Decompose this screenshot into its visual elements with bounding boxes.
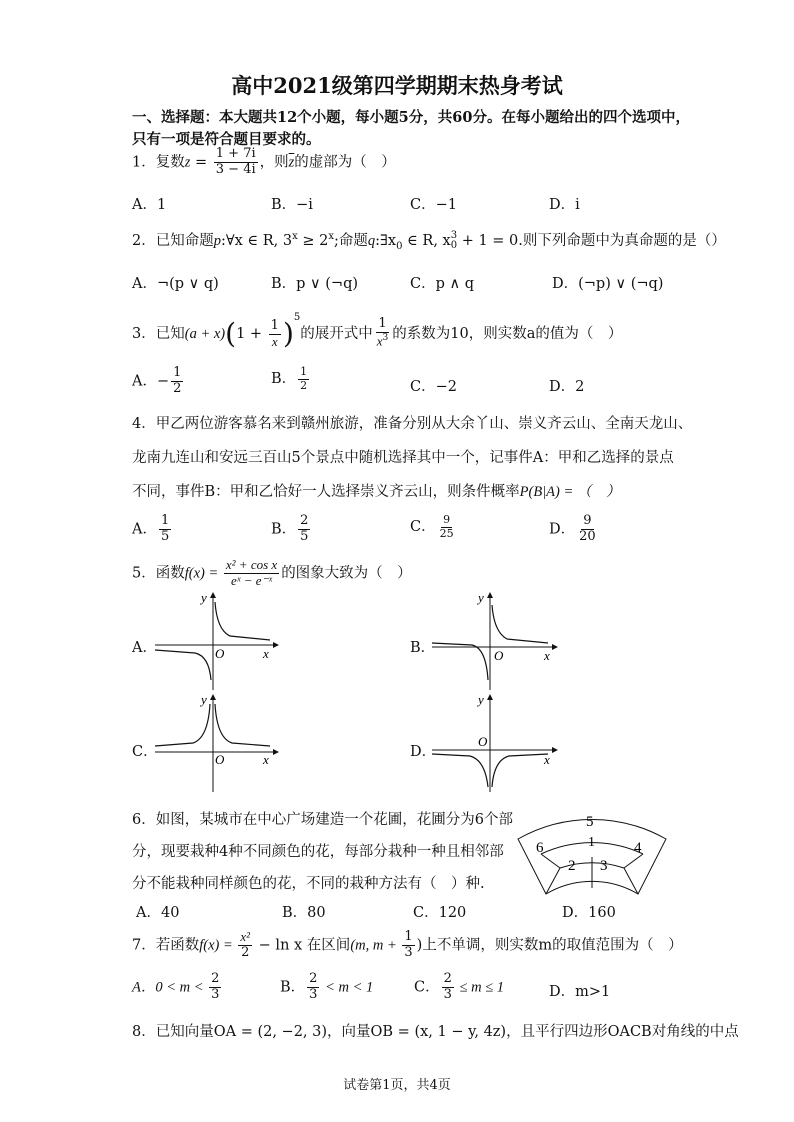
q7-den: 2: [241, 944, 250, 960]
q4-line3: [132, 480, 620, 501]
q5a-origin: O: [215, 646, 225, 661]
region-label-1: 1: [588, 835, 595, 850]
q2-option-a: A．¬(p ∨ q): [132, 276, 219, 292]
q3-a-num: 1: [173, 365, 182, 380]
q3-prefix: 3．已知: [132, 326, 185, 342]
section-heading-line2: 只有一项是符合题目要求的。: [132, 131, 321, 148]
q2-option-c: C．p ∧ q: [410, 276, 474, 292]
q7-f: f(x) =: [199, 937, 237, 954]
q6-option-b: B．80: [282, 905, 326, 921]
q1-fraction: [214, 147, 258, 178]
question-8: 8．已知向量OA = (2, −2, 3)，向量OB = (x, 1 − y, 4z)，且平行四边形OACB对角线的中点: [132, 1024, 739, 1040]
q2-sup2: x: [328, 231, 334, 243]
q7-c-num: 2: [443, 971, 452, 986]
q4-d-num: 9: [583, 513, 592, 528]
q7-option-d: D．m>1: [549, 984, 611, 1000]
q7-c-den: 3: [443, 986, 452, 1002]
q7-b-den: 3: [309, 986, 318, 1002]
q7-a-num: 2: [211, 971, 220, 986]
q7-option-a: [132, 972, 223, 1003]
q1-num: 1 + 7i: [215, 146, 256, 161]
q4-option-d: [549, 514, 600, 545]
q7-num: x²: [240, 929, 251, 944]
region-label-5: 5: [586, 814, 594, 830]
region-label-3: 3: [600, 858, 608, 874]
q3-frac-num: 1: [270, 317, 279, 333]
q5a-axis-x: x: [263, 646, 269, 661]
region-label-6: 6: [536, 840, 544, 856]
q3-option-b: [271, 366, 311, 392]
q7-interval-end: ): [416, 937, 423, 954]
page-footer: 试卷第1页，共4页: [343, 1078, 451, 1093]
q2-prefix: 2．已知命题: [132, 233, 214, 249]
question-7: [132, 930, 683, 961]
q1-option-c: C．−1: [410, 197, 457, 213]
q5-option-b-label: B．: [410, 640, 436, 656]
q2-option-d: D．(¬p) ∨ (¬q): [552, 276, 664, 292]
q7-b-num: 2: [309, 971, 318, 986]
q4-c-den: 25: [439, 526, 454, 540]
q5-graph-d: [432, 692, 560, 792]
q2-body5: ∈ R, x: [402, 233, 451, 249]
q7-b-label: B．: [280, 979, 306, 996]
region-label-2: 2: [568, 858, 576, 874]
q3-x3-num: 1: [378, 316, 387, 332]
q3-a-den: 2: [173, 380, 182, 396]
q7-a-text: A．0 < m <: [132, 979, 208, 996]
q5d-origin: O: [478, 734, 488, 749]
q2-sup3: 3: [450, 230, 458, 241]
q6-option-d: D．160: [562, 905, 616, 921]
q3-x3-exp: 3: [382, 333, 389, 344]
q1-zbar: $\overline{z}$: [288, 154, 295, 171]
q3-frac-x3: [375, 317, 391, 350]
q5-graph-a: [155, 590, 280, 690]
q1-post: ，则: [259, 154, 289, 171]
q3-paren-open: (: [225, 317, 237, 350]
q5-prefix: 5．函数: [132, 565, 185, 582]
q2-p: p: [213, 233, 221, 249]
q1-z: z: [184, 154, 191, 171]
q5c-axis-y: y: [201, 692, 207, 707]
q2-sub0: 0: [396, 240, 403, 252]
q3-option-a: [132, 366, 185, 397]
q2-post: 则下列命题中为真命题的是（）: [522, 233, 726, 249]
q3-exp: 5: [293, 312, 301, 323]
q3-x3-den: x: [376, 333, 383, 349]
q1-den: 3 − 4i: [215, 161, 256, 177]
q6-line1: 6．如图，某城市在中心广场建造一个花圃，花圃分为6个部: [132, 812, 513, 828]
q4-b-label: B．: [271, 521, 297, 538]
q5-post: 的图象大致为（ ）: [281, 565, 412, 582]
q5-num: x² + cos x: [225, 557, 278, 572]
q7-option-c: [414, 972, 504, 1003]
question-1: [132, 147, 396, 178]
q4-a-den: 5: [160, 528, 170, 544]
q1-post2: 的虚部为（ ）: [294, 154, 396, 171]
q3-frac-den: x: [271, 333, 278, 349]
q4-line1: 4．甲乙两位游客慕名来到赣州旅游，准备分别从大余丫山、崇义齐云山、全南天龙山、: [132, 416, 693, 432]
q5b-axis-x: x: [544, 648, 550, 663]
q1-eq: =: [190, 154, 212, 171]
q3-paren-close: ): [282, 317, 294, 350]
q5-graph-c: [155, 692, 280, 792]
q4-option-c: [410, 514, 458, 540]
q7-interval-start: (m, m +: [350, 937, 401, 954]
q3-post: 的系数为10，则实数a的值为（ ）: [392, 326, 623, 342]
q7-c-post: ≤ m ≤ 1: [455, 979, 505, 996]
q7-post: 上不单调，则实数m的取值范围为（ ）: [422, 937, 683, 954]
q3-a-label: A．−: [132, 373, 170, 390]
q4-c-num: 9: [443, 513, 451, 526]
q7-option-b: [280, 972, 373, 1003]
q5-option-a-label: A．: [132, 640, 157, 656]
q7-a-den: 3: [211, 986, 220, 1002]
q7-interval-den: 3: [404, 944, 413, 960]
q5-option-c-label: C．: [132, 744, 158, 760]
page-title: 高中2021级第四学期期末热身考试: [231, 73, 563, 98]
q6-line3: 分不能栽种同样颜色的花，不同的栽种方法有（ ）种.: [132, 876, 485, 892]
q6-option-c: C．120: [413, 905, 467, 921]
q5c-axis-x: x: [263, 752, 269, 767]
q7-interval-num: 1: [404, 929, 413, 944]
q5d-axis-y: y: [478, 692, 484, 707]
q3-b-num: 1: [300, 365, 308, 378]
q1-option-b: B．−i: [271, 197, 313, 213]
q4-option-b: [271, 514, 312, 545]
q7-prefix: 7．若函数: [132, 937, 200, 954]
q3-one: 1: [236, 326, 246, 342]
q5c-origin: O: [215, 752, 225, 767]
q2-option-b: B．p ∨ (¬q): [271, 276, 359, 292]
q2-body2: ≥ 2: [297, 233, 329, 249]
q7-c-label: C．: [414, 979, 440, 996]
q2-body3: ;命题: [334, 233, 368, 249]
q3-b-label: B．: [271, 371, 297, 388]
q7-mid: − ln x 在区间: [254, 937, 351, 954]
q4-b-den: 5: [300, 528, 309, 544]
q3-frac-1x: [269, 319, 281, 350]
q5-option-d-label: D．: [410, 744, 437, 760]
q6-option-a: A．40: [136, 905, 180, 921]
q2-q: q: [367, 233, 376, 249]
q5a-axis-y: y: [201, 590, 207, 605]
q4-a-num: 1: [160, 513, 170, 528]
section-heading-line1: 一、选择题：本大题共12个小题，每小题5分，共60分。在每小题给出的四个选项中，: [132, 109, 690, 126]
q5d-axis-x: x: [544, 752, 550, 767]
question-2: [132, 229, 726, 252]
q3-option-d: D．2: [549, 379, 585, 395]
q3-b-den: 2: [300, 378, 308, 392]
flower-bed-diagram: [512, 806, 672, 902]
q4-b-num: 2: [300, 513, 309, 528]
q3-mid: 的展开式中: [300, 326, 373, 342]
q7-b-post: < m < 1: [321, 979, 374, 996]
q5b-axis-y: y: [478, 590, 484, 605]
q4-d-label: D．: [549, 521, 576, 538]
question-3: 3．已知(a + x)(1 + $\frac{1}{x}$ )$^5$的展开式中 $\frac{1}{x^3}$ 的系数为10，则实数a的值为（ ）: [132, 312, 623, 350]
q2-sup1: x: [292, 231, 298, 243]
q2-body4: :∃x: [375, 233, 397, 249]
q3-option-c: C．−2: [410, 379, 457, 395]
q3-binomial: (a + x): [184, 326, 226, 342]
q2-sub1: 0: [450, 240, 458, 251]
q5-graph-b: [432, 590, 560, 690]
q5b-origin: O: [494, 648, 504, 663]
q2-body6: + 1 = 0.: [457, 233, 523, 249]
q4-line2: 龙南九连山和安远三百山5个景点中随机选择其中一个，记事件A：甲和乙选择的景点: [132, 450, 674, 466]
q5-f: f(x) =: [184, 565, 222, 582]
q1-prefix: 1．复数: [132, 154, 185, 171]
q4-c-label: C．: [410, 519, 436, 536]
q4-line3-text: 不同，事件B：甲和乙恰好一人选择崇义齐云山，则条件概率: [132, 484, 520, 500]
q2-body1: :∀x ∈ R, 3: [220, 233, 293, 249]
q4-prob: P(B|A) = （ ）: [519, 484, 621, 500]
q5-den: eˣ − e⁻ˣ: [231, 572, 273, 588]
q1-option-d: D．i: [549, 197, 580, 213]
q4-option-a: [132, 514, 173, 545]
q1-option-a: A．1: [132, 197, 167, 213]
q4-a-label: A．: [132, 521, 157, 538]
q6-line2: 分，现要栽种4种不同颜色的花，每部分栽种一种且相邻部: [132, 844, 504, 860]
question-5: [132, 558, 412, 589]
region-label-4: 4: [634, 840, 642, 856]
q4-d-den: 20: [579, 528, 596, 544]
